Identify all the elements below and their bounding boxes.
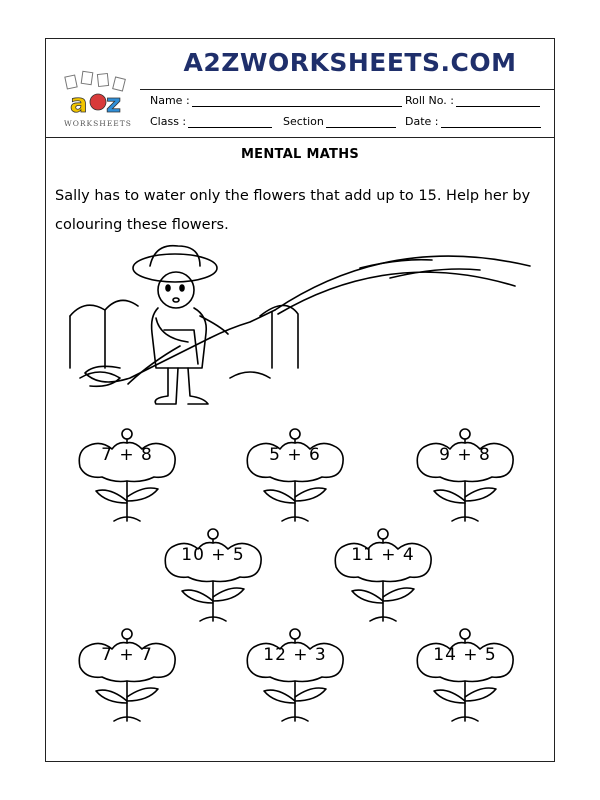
flower-outline-icon xyxy=(72,425,182,535)
flower-expression: 11 + 4 xyxy=(351,545,415,565)
page-title: MENTAL MATHS xyxy=(240,147,360,162)
flower-expression: 5 + 6 xyxy=(269,445,321,465)
flower-2[interactable] xyxy=(240,425,350,535)
class-label: Class : xyxy=(150,115,187,128)
roll-label: Roll No. : xyxy=(405,94,454,107)
flower-outline-icon xyxy=(72,625,182,735)
flower-expression: 14 + 5 xyxy=(433,645,497,665)
date-label: Date : xyxy=(405,115,439,128)
girl-watering-garden-illustration xyxy=(60,238,540,418)
site-title: A2ZWORKSHEETS.COM xyxy=(183,48,517,77)
class-field[interactable] xyxy=(150,115,272,128)
date-field[interactable] xyxy=(405,115,541,128)
flower-expression: 10 + 5 xyxy=(181,545,245,565)
flower-outline-icon xyxy=(410,425,520,535)
name-label: Name : xyxy=(150,94,190,107)
flower-8[interactable] xyxy=(410,625,520,735)
flower-expression: 12 + 3 xyxy=(263,645,327,665)
flower-4[interactable] xyxy=(158,525,268,635)
roll-field[interactable] xyxy=(405,94,540,107)
flower-6[interactable] xyxy=(72,625,182,735)
flower-outline-icon xyxy=(328,525,438,635)
flower-1[interactable] xyxy=(72,425,182,535)
svg-text:z: z xyxy=(106,89,122,119)
svg-text:a: a xyxy=(70,89,88,119)
logo-text: WORKSHEETS xyxy=(64,119,132,128)
section-field[interactable] xyxy=(283,115,396,128)
flower-expression: 9 + 8 xyxy=(439,445,491,465)
flower-7[interactable] xyxy=(240,625,350,735)
flower-outline-icon xyxy=(240,425,350,535)
flower-outline-icon xyxy=(158,525,268,635)
flower-5[interactable] xyxy=(328,525,438,635)
instruction-text: Sally has to water only the flowers that add up to 15. Help her by colouring these flowers. xyxy=(55,188,531,233)
a2z-logo xyxy=(58,70,138,130)
title-divider xyxy=(140,89,555,90)
header-divider xyxy=(45,137,555,138)
flower-outline-icon xyxy=(410,625,520,735)
flower-expression: 7 + 8 xyxy=(101,445,153,465)
flower-expression: 7 + 7 xyxy=(101,645,153,665)
flower-3[interactable] xyxy=(410,425,520,535)
flower-outline-icon xyxy=(240,625,350,735)
name-field[interactable] xyxy=(150,94,402,107)
section-label: Section xyxy=(283,115,324,128)
